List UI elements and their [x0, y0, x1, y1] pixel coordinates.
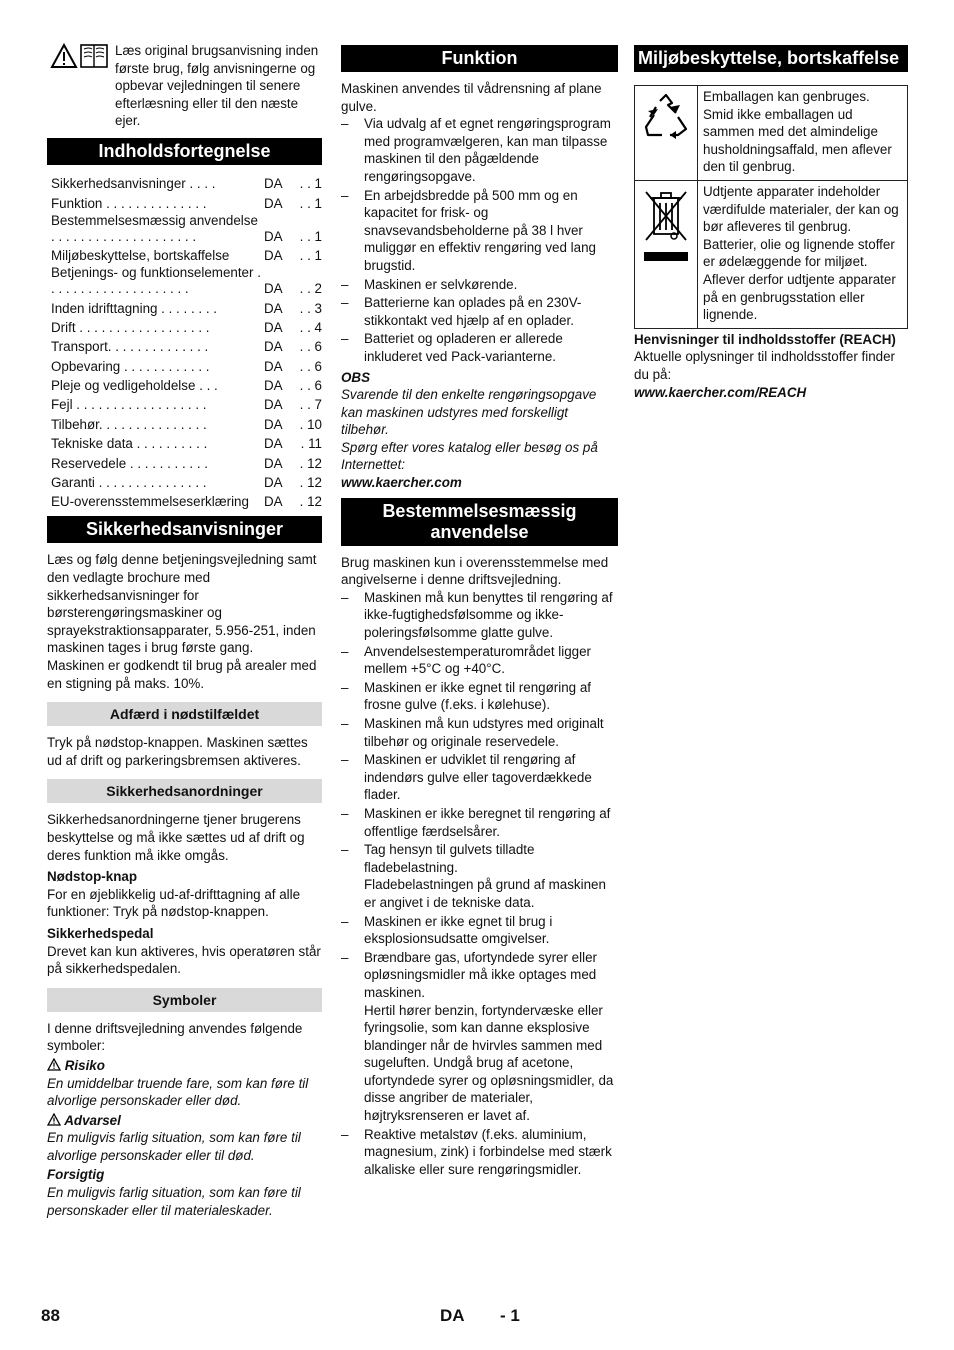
column-left: [47, 42, 322, 1219]
toc-entry-lang: DA: [264, 228, 283, 244]
toc-entry-page: . . 2: [299, 281, 322, 297]
toc-entry-title: EU-overensstemmelseserklæring: [51, 494, 249, 510]
toc-entry-title: Transport. . . . . . . . . . . . . .: [51, 339, 209, 355]
list-item: [341, 841, 618, 911]
symbols-intro: I denne driftsvejledning anvendes følgende symboler:: [47, 1020, 303, 1054]
toc-row[interactable]: [47, 173, 322, 192]
toc-row[interactable]: [47, 245, 322, 264]
safety-devices-text: Sikkerhedsanordningerne tjener brugerens beskyttelse og må ikke sættes ud af drift og deres funktion må ikke omgås.: [47, 812, 305, 863]
disposal-table: [634, 85, 908, 329]
toc-entry-page: . 11: [300, 436, 322, 452]
toc-entry-lang: DA: [264, 281, 283, 297]
toc-entry-title: Miljøbeskyttelse, bortskaffelse: [51, 248, 230, 264]
toc-entry-page: . . 6: [299, 378, 322, 394]
toc-row[interactable]: [47, 264, 322, 297]
safety-paragraph-1: Læs og følg denne betjeningsvejledning samt den vedlagte brochure med sikkerhedsanvisninger for børsterengøringsmaskiner og sprayekstraktionsapparater, 5.956-251, inden maskinen tages i brug første gang.: [47, 552, 317, 656]
reach-url-link[interactable]: www.kaercher.com/REACH: [634, 384, 807, 400]
list-item: – Anvendelsestemperaturområdet ligger mellem +5°C og +40°C.: [341, 643, 618, 678]
emergency-text: Tryk på nødstop-knappen. Maskinen sættes ud af drift og parkeringsbremsen aktiveres.: [47, 735, 308, 768]
toc-entry-lang: DA: [264, 416, 283, 432]
pedal-heading: Sikkerhedspedal: [47, 925, 154, 941]
risiko-label-row: [47, 1057, 322, 1075]
crossed-bin-icon-cell: [635, 180, 698, 328]
toc-entry-lang: DA: [264, 319, 283, 335]
toc-entry-title: Sikkerhedsanvisninger . . . .: [51, 176, 216, 192]
toc-row[interactable]: [47, 413, 322, 432]
obs-text-1: Svarende til den enkelte rengøringsopgave kan maskinen udstyres med forskelligt tilbehør.: [341, 387, 597, 438]
toc-heading: Indholdsfortegnelse: [47, 138, 322, 165]
toc-entry-page: . . 1: [299, 228, 322, 244]
obs-label: OBS: [341, 369, 371, 385]
toc-entry-page: . . 3: [299, 300, 322, 316]
list-item: – Via udvalg af et egnet rengøringsprogram med programvælgeren, kan man tilpasse maskinen til den pågældende rengøringsopgave.: [341, 115, 618, 185]
toc-entry-lang: DA: [264, 195, 283, 211]
toc-entry-lang: DA: [264, 494, 283, 510]
toc-row[interactable]: [47, 472, 322, 491]
recycle-icon-cell: [635, 86, 698, 181]
footer-language: DA: [440, 1306, 465, 1325]
safety-devices-heading: Sikkerhedsanordninger: [47, 779, 322, 803]
list-item-text: Brændbare gas, ufortyndede syrer eller opløsningsmidler må ikke optages med maskinen.: [364, 949, 597, 1000]
warning-triangle-icon: [47, 1113, 61, 1126]
risiko-label: Risiko: [64, 1057, 105, 1073]
weee-text: Udtjente apparater indeholder værdifulde materialer, der kan og bør afleveres til genbrug. Batterier, olie og lignende stoffer er ødelæggende for miljøet. Aflever derfor udtjente apparater på en genbrugsstation eller lignende.: [698, 180, 908, 328]
list-item-extra: Fladebelastningen på grund af maskinen er angivet i de tekniske data.: [364, 877, 606, 910]
toc-row[interactable]: [47, 355, 322, 374]
toc-row[interactable]: [47, 375, 322, 394]
toc-entry-lang: DA: [264, 436, 283, 452]
toc-entry-title: Betjenings- og funktionselementer . . . . . . . . . . . . . . . . . . . .: [51, 265, 261, 297]
toc-table: [47, 173, 322, 510]
toc-row[interactable]: [47, 336, 322, 355]
environment-heading: Miljøbeskyttelse, bortskaffelse: [634, 45, 908, 72]
toc-entry-page: . . 6: [299, 339, 322, 355]
page-number: 88: [41, 1306, 60, 1325]
list-item: – Batteriet og opladeren er allerede inkluderet ved Pack-varianterne.: [341, 330, 618, 365]
toc-entry-lang: DA: [264, 300, 283, 316]
toc-row[interactable]: [47, 212, 322, 245]
reach-heading: Henvisninger til indholdsstoffer (REACH): [634, 331, 896, 347]
list-item: – En arbejdsbredde på 500 mm og en kapacitet for frisk- og snavsevandsbeholderne på 38 l hver muliggør en effektiv rengøring ved lang brugstid.: [341, 187, 618, 275]
toc-entry-lang: DA: [264, 455, 283, 471]
warning-triangle-icon: [47, 1058, 61, 1071]
list-item: – Maskinen må kun benyttes til rengøring af ikke-fugtighedsfølsomme og ikke-poleringsfølsomme glatte gulve.: [341, 589, 618, 642]
list-item: – Maskinen må kun udstyres med originalt tilbehør og originale reservedele.: [341, 715, 618, 750]
toc-row[interactable]: [47, 433, 322, 452]
advarsel-label-row: [47, 1112, 322, 1130]
list-item-extra: Hertil hører benzin, fortyndervæske eller fyringsolie, som kan danne eksplosive blandinger når de hvirvles sammen med sugeluften. Undgå brug af acetone, ufortyndede syrer og opløsningsmidler, da disse angriber de materialer, højtryksrenseren er lavet af.: [364, 1002, 614, 1124]
list-item: – Reaktive metalstøv (f.eks. aluminium, magnesium, zink) i forbindelse med stærk alkaliske eller sure rengøringsmidler.: [341, 1126, 618, 1179]
toc-entry-title: Opbevaring . . . . . . . . . . . .: [51, 358, 210, 374]
toc-row[interactable]: [47, 192, 322, 211]
recycle-text: Emballagen kan genbruges. Smid ikke emballagen ud sammen med det almindelige husholdningsaffald, men aflever den til genbrug.: [698, 86, 908, 181]
function-heading: Funktion: [341, 45, 618, 72]
toc-entry-page: . . 1: [299, 195, 322, 211]
list-item: – Maskinen er ikke egnet til brug i eksplosionsudsatte omgivelser.: [341, 913, 618, 948]
toc-entry-lang: DA: [264, 397, 283, 413]
intended-use-list: [341, 589, 618, 1179]
obs-text-2: Spørg efter vores katalog eller besøg os på Internettet:: [341, 439, 598, 473]
toc-entry-title: Drift . . . . . . . . . . . . . . . . . .: [51, 319, 210, 335]
pedal-text: Drevet kan kun aktiveres, hvis operatøren står på sikkerhedspedalen.: [47, 943, 321, 977]
advarsel-label: Advarsel: [64, 1112, 121, 1128]
toc-entry-page: . . 1: [299, 176, 322, 192]
nodstop-text: For en øjeblikkelig ud-af-drifttagning af alle funktioner: Tryk på nødstop-knappen.: [47, 886, 301, 920]
toc-entry-lang: DA: [264, 378, 283, 394]
toc-entry-title: Garanti . . . . . . . . . . . . . . .: [51, 475, 207, 491]
list-item: – Maskinen er selvkørende.: [341, 276, 618, 294]
toc-row[interactable]: [47, 452, 322, 471]
manual-book-icon: [80, 43, 108, 69]
obs-url-link[interactable]: www.kaercher.com: [341, 475, 462, 491]
list-item: – Batterierne kan oplades på en 230V-stikkontakt ved hjælp af en oplader.: [341, 294, 618, 329]
column-middle: [341, 42, 618, 1179]
function-intro: Maskinen anvendes til vådrensning af plane gulve.: [341, 81, 602, 114]
advarsel-text: En muligvis farlig situation, som kan føre til alvorlige personskader eller til død.: [47, 1130, 301, 1163]
column-right: [634, 42, 908, 401]
toc-entry-page: . . 7: [299, 397, 322, 413]
intro-paragraph: Læs original brugsanvisning inden første brug, følg anvisningerne og opbevar vejledningen til senere efterlæsning eller til den næste ejer.: [47, 42, 322, 130]
toc-entry-page: . 12: [299, 494, 322, 510]
toc-entry-lang: DA: [264, 358, 283, 374]
recycle-icon: [640, 91, 692, 143]
toc-entry-lang: DA: [264, 475, 283, 491]
risiko-text: En umiddelbar truende fare, som kan føre til alvorlige personskader eller død.: [47, 1075, 309, 1109]
toc-entry-title: Tilbehør. . . . . . . . . . . . . . .: [51, 416, 207, 432]
emergency-heading: Adfærd i nødstilfældet: [47, 702, 322, 726]
toc-entry-page: . . 6: [299, 358, 322, 374]
toc-entry-title: Funktion . . . . . . . . . . . . . .: [51, 195, 207, 211]
function-list: [341, 115, 618, 365]
toc-entry-title: Inden idrifttagning . . . . . . . .: [51, 300, 217, 316]
toc-row[interactable]: [47, 491, 322, 510]
intended-use-heading: Bestemmelsesmæssig anvendelse: [341, 498, 618, 546]
list-item: [341, 949, 618, 1125]
toc-entry-title: Pleje og vedligeholdelse . . .: [51, 378, 218, 394]
toc-entry-page: . . 1: [299, 248, 322, 264]
crossed-bin-icon: [640, 186, 692, 266]
toc-entry-lang: DA: [264, 248, 283, 264]
forsigtig-label: Forsigtig: [47, 1167, 105, 1183]
footer-page-ref: - 1: [500, 1306, 520, 1325]
list-item-text: Tag hensyn til gulvets tilladte fladebelastning.: [364, 842, 535, 875]
toc-entry-page: . 12: [299, 455, 322, 471]
safety-paragraph-2: Maskinen er godkendt til brug på arealer med en stigning på maks. 10%.: [47, 658, 317, 691]
intended-use-intro: Brug maskinen kun i overensstemmelse med angivelserne i denne driftsvejledning.: [341, 554, 609, 588]
warning-triangle-icon: [50, 43, 78, 69]
forsigtig-text: En muligvis farlig situation, som kan føre til personskader eller til materialeskader.: [47, 1185, 301, 1218]
toc-entry-lang: DA: [264, 339, 283, 355]
toc-entry-title: Bestemmelsesmæssig anvendelse . . . . . . . . . . . . . . . . . . . .: [51, 212, 258, 244]
toc-entry-page: . . 4: [299, 319, 322, 335]
toc-row[interactable]: [47, 317, 322, 336]
toc-entry-page: . 10: [299, 416, 322, 432]
toc-row[interactable]: [47, 394, 322, 413]
nodstop-heading: Nødstop-knap: [47, 869, 138, 885]
toc-entry-title: Fejl . . . . . . . . . . . . . . . . . .: [51, 397, 207, 413]
table-row: [635, 86, 908, 181]
toc-entry-title: Reservedele . . . . . . . . . . .: [51, 455, 209, 471]
list-item: – Maskinen er ikke egnet til rengøring af frosne gulve (f.eks. i kølehuse).: [341, 679, 618, 714]
safety-heading: Sikkerhedsanvisninger: [47, 516, 322, 543]
toc-entry-page: . 12: [299, 475, 322, 491]
toc-row[interactable]: [47, 297, 322, 316]
symbols-heading: Symboler: [47, 988, 322, 1012]
toc-entry-lang: DA: [264, 176, 283, 192]
list-item: – Maskinen er udviklet til rengøring af indendørs gulve eller tagoverdækkede flader.: [341, 751, 618, 804]
table-row: [635, 180, 908, 328]
list-item: – Maskinen er ikke beregnet til rengøring af offentlige færdselsårer.: [341, 805, 618, 840]
intro-icons: [50, 43, 108, 69]
reach-text: Aktuelle oplysninger til indholdsstoffer finder du på:: [634, 349, 896, 382]
toc-entry-title: Tekniske data . . . . . . . . . .: [51, 436, 208, 452]
